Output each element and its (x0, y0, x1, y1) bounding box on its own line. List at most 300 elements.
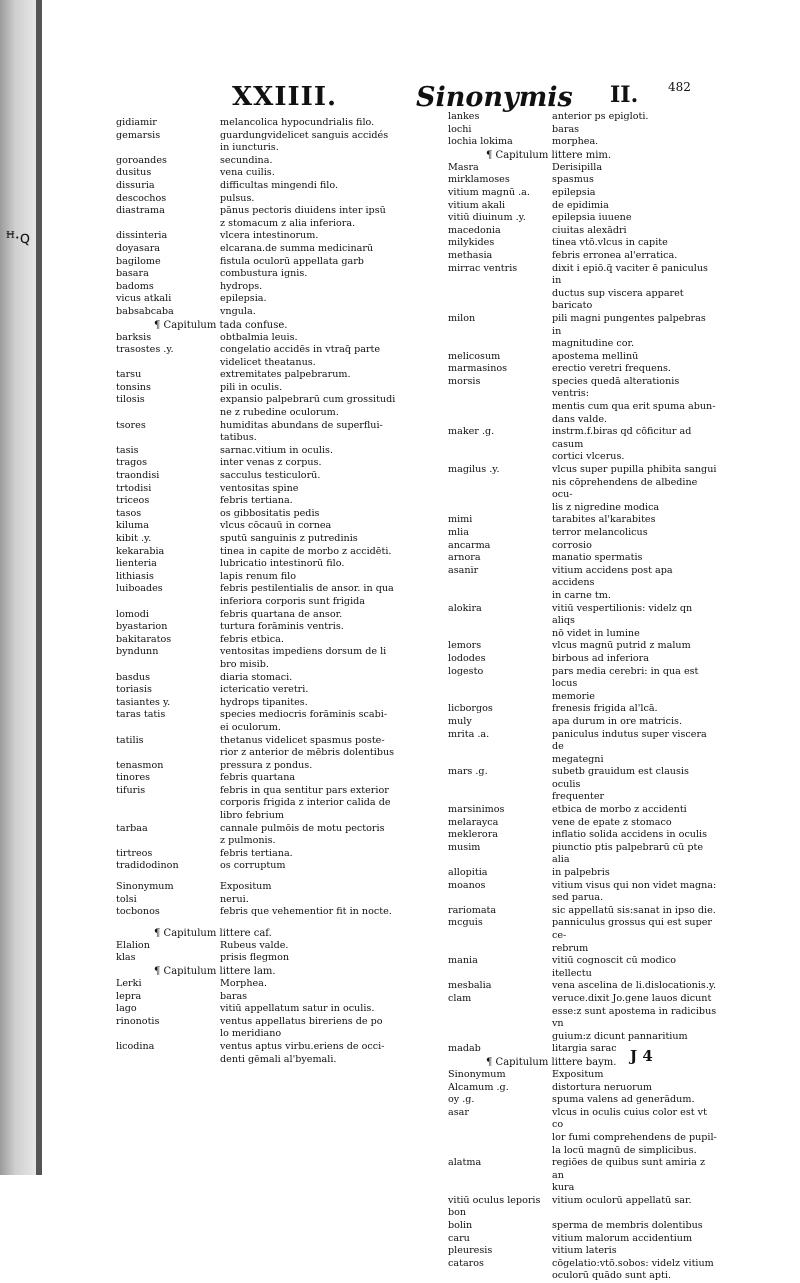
entry-definition: pars media cerebri: in qua est locus (552, 665, 699, 690)
entry-term: lomodi (116, 608, 149, 620)
entry-definition: Expositum (220, 881, 272, 893)
glossary-entry (116, 142, 406, 155)
entry-term: melarayca (448, 816, 499, 828)
entry-term: lankes (448, 111, 480, 122)
entry-term: tocbonos (116, 906, 160, 918)
entry-term (448, 590, 552, 603)
glossary-entry (448, 1195, 718, 1208)
entry-term (448, 943, 552, 956)
entry-definition: subetb grauidum est clausis oculis (552, 766, 689, 790)
glossary-entry (448, 565, 718, 590)
entry-term: oy .g. (448, 1094, 475, 1106)
glossary-entry (448, 817, 718, 830)
glossary-entry (448, 401, 718, 414)
entry-term: cataros (448, 1257, 484, 1269)
entry-term (116, 596, 220, 609)
entry-term (116, 432, 220, 445)
glossary-entry (448, 338, 718, 351)
entry-definition: morphea. (552, 136, 599, 148)
glossary-entry (116, 420, 406, 433)
glossary-entry (116, 520, 406, 533)
entry-term (448, 1145, 552, 1158)
glossary-entry (116, 760, 406, 773)
glossary-entry (448, 351, 718, 364)
entry-definition: ductus sup viscera apparet baricato (552, 287, 684, 312)
entry-term: mirrac ventris (448, 262, 518, 274)
glossary-entry (116, 583, 406, 596)
entry-term: barksis (116, 331, 152, 343)
entry-term: kiluma (116, 520, 149, 532)
entry-definition: magnitudine cor. (552, 338, 635, 350)
entry-term: traondisi (116, 470, 160, 482)
entry-definition: epilepsia iuuene (552, 212, 632, 224)
chapter-heading-text: Capitulum littere lam. (163, 966, 276, 977)
entry-term (448, 892, 552, 905)
glossary-entry (448, 250, 718, 263)
glossary-entry (116, 952, 406, 965)
glossary-entry (116, 596, 406, 609)
left-column (116, 117, 406, 1066)
entry-term: lepra (116, 990, 142, 1002)
entry-definition: fistula oculorū appellata garb (220, 255, 364, 267)
entry-term (116, 407, 220, 420)
entry-definition: rebrum (552, 942, 589, 954)
glossary-entry (448, 1245, 718, 1258)
glossary-entry (448, 905, 718, 918)
glossary-entry (116, 432, 406, 445)
entry-term: bakitaratos (116, 633, 172, 645)
entry-definition: febris pestilentialis de ansor. in qua (220, 583, 394, 595)
entry-definition: febris quartana de ansor. (220, 608, 343, 620)
entry-term: bagilome (116, 255, 161, 267)
entry-term: lemors (448, 640, 482, 652)
glossary-entry (116, 533, 406, 546)
entry-definition: ventositas impediens dorsum de li (220, 646, 387, 658)
glossary-entry (116, 940, 406, 953)
entry-definition: vitiū appellatum satur in oculis. (220, 1003, 375, 1015)
glossary-entry (116, 332, 406, 345)
entry-term (116, 357, 220, 370)
glossary-entry (116, 230, 406, 243)
entry-term: luiboades (116, 583, 163, 595)
entry-definition: hydrops tipanites. (220, 696, 308, 708)
glossary-entry (116, 1028, 406, 1041)
glossary-entry (116, 1016, 406, 1029)
chapter-heading (448, 1056, 718, 1069)
entry-definition: ictericatio veretri. (220, 684, 309, 696)
entry-term: mlia (448, 527, 469, 538)
entry-term: tradidodinon (116, 860, 179, 872)
entry-term: licborgos (448, 703, 493, 715)
entry-term: lochi (448, 123, 472, 135)
entry-definition: os corruptum (220, 860, 286, 872)
entry-term: dissuria (116, 179, 155, 191)
entry-term: melicosum (448, 350, 501, 362)
entry-term: Sinonymum (448, 1068, 506, 1080)
entry-definition: nō videt in lumine (552, 627, 640, 639)
entry-term: moanos (448, 879, 486, 891)
entry-definition: vene de epate z stomaco (552, 816, 672, 828)
glossary-entry (116, 357, 406, 370)
chapter-heading-text: Capitulum littere caf. (163, 927, 272, 939)
entry-definition: Rubeus valde. (220, 939, 289, 951)
entry-term (116, 1028, 220, 1041)
entry-definition: inflatio solida accidens in oculis (552, 829, 708, 841)
entry-term (448, 477, 552, 502)
entry-definition: etbica de morbo z accidenti (552, 804, 687, 816)
entry-term: trtodisi (116, 482, 152, 494)
entry-definition: tatibus. (220, 432, 257, 444)
entry-term: triceos (116, 495, 150, 507)
entry-definition: tinea in capite de morbo z accidēti. (220, 545, 392, 557)
entry-definition: mentis cum qua erit spuma abun- (552, 401, 716, 413)
glossary-entry (116, 218, 406, 231)
glossary-entry (116, 646, 406, 659)
entry-definition: in carne tm. (552, 589, 611, 601)
entry-term: vicus atkali (116, 293, 172, 305)
entry-definition: inferiora corporis sunt frigida (220, 595, 366, 607)
glossary-entry (448, 464, 718, 477)
entry-definition: sed parua. (552, 892, 604, 904)
entry-term (116, 797, 220, 810)
entry-term (448, 288, 552, 313)
glossary-entry (448, 477, 718, 502)
glossary-entry (116, 382, 406, 395)
entry-term (116, 218, 220, 231)
glossary-entry (448, 1132, 718, 1145)
glossary-entry (448, 313, 718, 338)
glossary-entry (448, 162, 718, 175)
glossary-entry (116, 256, 406, 269)
glossary-entry (448, 943, 718, 956)
glossary-entry (116, 672, 406, 685)
entry-definition: dixit i epiō.q̃ vaciter ē paniculus in (552, 262, 708, 287)
page-shadow (36, 0, 42, 1175)
entry-term: asar (448, 1106, 469, 1118)
entry-term: tolsi (116, 893, 137, 905)
chapter-heading-text: Capitulum littere baym. (495, 1056, 617, 1068)
entry-definition: birbous ad inferiora (552, 652, 649, 664)
glossary-entry (116, 407, 406, 420)
entry-definition: veruce.dixit Jo.gene lauos dicunt (552, 992, 712, 1004)
glossary-entry (448, 880, 718, 893)
entry-term: vitium magnū .a. (448, 186, 530, 198)
running-head-title: Sinonymis (416, 82, 573, 113)
entry-term (448, 338, 552, 351)
entry-definition: erectio veretri frequens. (552, 363, 671, 375)
entry-term: tifuris (116, 784, 146, 796)
entry-term: goroandes (116, 154, 167, 166)
glossary-entry (448, 1006, 718, 1031)
glossary-entry (116, 306, 406, 319)
glossary-entry (448, 729, 718, 754)
glossary-entry (116, 894, 406, 907)
entry-definition: videlicet theatanus. (220, 356, 316, 368)
entry-definition: os gibbositatis pedis (220, 507, 320, 519)
glossary-entry (448, 1270, 718, 1283)
entry-definition: elcarana.de summa medicinarū (220, 242, 374, 254)
entry-definition: tinea vtō.vlcus in capite (552, 237, 668, 249)
entry-definition: vitium oculorū appellatū sar. (552, 1194, 692, 1206)
glossary-entry (448, 1094, 718, 1107)
entry-term: milon (448, 312, 476, 324)
entry-definition: z pulmonis. (220, 835, 276, 847)
entry-term: tonsins (116, 381, 151, 393)
entry-term: asanir (448, 564, 479, 576)
entry-definition: de epidimia (552, 199, 609, 211)
glossary-entry (448, 791, 718, 804)
entry-term (448, 414, 552, 427)
entry-definition: pili magni pungentes palpebras in (552, 312, 706, 337)
glossary-entry (448, 590, 718, 603)
glossary-entry (116, 445, 406, 458)
entry-term: babsabcaba (116, 305, 174, 317)
entry-definition: instrm.f.biras qd cōficitur ad casum (552, 426, 692, 450)
entry-definition: melancolica hypocundrialis filo. (220, 117, 375, 128)
entry-definition: sputū sanguinis z putredinis (220, 533, 358, 544)
entry-term (448, 691, 552, 704)
entry-definition: rior z anterior de mēbris dolentibus (220, 747, 395, 759)
entry-term: tinores (116, 772, 151, 784)
entry-term: madab (448, 1043, 481, 1055)
entry-term: tarbaa (116, 822, 148, 834)
entry-term: logesto (448, 665, 484, 677)
entry-term: bon (448, 1207, 467, 1219)
glossary-entry (116, 722, 406, 735)
glossary-entry (448, 502, 718, 515)
glossary-entry (116, 495, 406, 508)
glossary-entry (448, 111, 718, 124)
glossary-entry (116, 772, 406, 785)
entry-definition: panniculus grossus qui est super ce- (552, 917, 713, 941)
glossary-entry (448, 187, 718, 200)
entry-definition: species mediocris forāminis scabi- (220, 709, 388, 721)
glossary-entry (448, 288, 718, 313)
glossary-entry (116, 281, 406, 294)
entry-term (116, 873, 220, 881)
entry-definition: anterior ps epigloti. (552, 111, 649, 122)
glossary-entry (116, 860, 406, 873)
entry-term (116, 722, 220, 735)
entry-definition: species quedā alterationis ventris: (552, 375, 680, 400)
entry-definition: difficultas mingendi filo. (220, 179, 338, 191)
glossary-entry (448, 1082, 718, 1095)
entry-definition: piunctio ptis palpebrarū cū pte alia (552, 841, 704, 866)
entry-definition: ventositas spine (220, 482, 299, 494)
pilcrow-icon: ¶ (154, 927, 164, 939)
entry-definition: turtura forāminis ventris. (220, 621, 344, 633)
entry-definition: libro febrium (220, 810, 284, 822)
entry-term: macedonia (448, 224, 501, 236)
signature-mark: J 4 (630, 1047, 653, 1065)
entry-term (448, 1006, 552, 1031)
entry-term: mirklamoses (448, 174, 510, 186)
glossary-entry (448, 716, 718, 729)
entry-definition: cortici vlcerus. (552, 451, 625, 463)
glossary-entry (448, 225, 718, 238)
glossary-entry (116, 180, 406, 193)
entry-definition: cōgelatio:vtō.sobos: videlz vitium (552, 1257, 714, 1269)
running-head-right: II. (610, 82, 639, 108)
entry-definition: epilepsia. (220, 293, 267, 305)
entry-term: maker .g. (448, 426, 495, 438)
glossary-entry (448, 666, 718, 691)
glossary-entry (116, 810, 406, 823)
entry-term: vitium akali (448, 199, 506, 211)
glossary-entry (448, 703, 718, 716)
entry-definition: corporis frigida z interior calida de (220, 797, 391, 809)
glossary-entry (116, 571, 406, 584)
entry-term: alokira (448, 602, 482, 614)
glossary-entry (116, 193, 406, 206)
glossary-entry (448, 867, 718, 880)
entry-term: byastarion (116, 621, 168, 633)
chapter-heading-text: Capitulum littere mim. (495, 149, 612, 161)
glossary-entry (116, 747, 406, 760)
glossary-entry (448, 1233, 718, 1246)
entry-term (116, 835, 220, 848)
entry-definition: la locū magnū de simplicibus. (552, 1144, 697, 1156)
glossary-entry (448, 527, 718, 540)
entry-term: tasos (116, 507, 142, 519)
entry-term: descochos (116, 192, 167, 204)
glossary-entry (448, 514, 718, 527)
glossary-entry (116, 508, 406, 521)
entry-definition: regiōes de quibus sunt amiria z an (552, 1157, 705, 1181)
chapter-heading (448, 149, 718, 162)
entry-term (116, 142, 220, 155)
entry-term: tasiantes y. (116, 696, 171, 708)
glossary-entry (448, 540, 718, 553)
entry-term: magilus .y. (448, 464, 500, 476)
entry-definition: nerui. (220, 893, 249, 905)
glossary-entry (116, 1003, 406, 1016)
glossary-entry (116, 881, 406, 894)
entry-definition: febris que vehementior fit in nocte. (220, 906, 392, 918)
glossary-entry (116, 991, 406, 1004)
entry-definition: memorie (552, 690, 595, 702)
entry-term: allopitia (448, 867, 488, 879)
entry-definition: hydrops. (220, 280, 263, 292)
entry-definition: frenesis frigida al'lcā. (552, 703, 658, 715)
glossary-entry (448, 754, 718, 767)
glossary-entry (116, 659, 406, 672)
entry-term: ancarma (448, 539, 491, 551)
entry-definition: vlcera intestinorum. (220, 230, 319, 242)
entry-term: bolin (448, 1220, 473, 1232)
entry-term: Masra (448, 161, 479, 173)
entry-term: diastrama (116, 205, 165, 217)
entry-definition: denti gēmali al'byemali. (220, 1053, 337, 1065)
glossary-entry (448, 1258, 718, 1271)
glossary-entry (116, 243, 406, 256)
entry-term: licodina (116, 1040, 155, 1052)
entry-definition: inter venas z corpus. (220, 457, 322, 469)
entry-term: tenasmon (116, 759, 164, 771)
entry-definition: combustura ignis. (220, 268, 308, 280)
entry-definition (220, 873, 406, 881)
entry-term: arnora (448, 552, 481, 564)
entry-definition: diaria stomaci. (220, 671, 293, 683)
entry-term: marsinimos (448, 804, 505, 816)
entry-term: tasis (116, 444, 139, 456)
entry-definition: vitiū vespertilionis: videlz qn aliqs (552, 602, 693, 627)
glossary-entry (116, 684, 406, 697)
entry-term: mesbalia (448, 980, 492, 992)
glossary-entry (116, 268, 406, 281)
entry-term: Sinonymum (116, 881, 174, 893)
chapter-heading (116, 319, 406, 332)
entry-definition: Derisipilla (552, 161, 603, 173)
entry-term: alatma (448, 1157, 482, 1169)
entry-term: pleuresis (448, 1245, 493, 1257)
entry-term: Lerki (116, 978, 142, 989)
glossary-entry (448, 212, 718, 225)
entry-term (116, 919, 220, 927)
entry-term (448, 451, 552, 464)
chapter-heading (116, 965, 406, 978)
entry-definition: pānus pectoris diuidens inter ipsū (220, 205, 386, 217)
entry-term: tsores (116, 419, 146, 431)
entry-definition: vlcus super pupilla phibita sangui (552, 464, 717, 476)
scan-edge (0, 0, 38, 1175)
entry-term (116, 659, 220, 672)
entry-term: trasostes .y. (116, 344, 174, 356)
entry-term: toriasis (116, 684, 152, 696)
entry-definition (552, 1207, 718, 1220)
glossary-entry (448, 136, 718, 149)
entry-definition: vitiū cognoscit cū modico itellectu (552, 955, 676, 979)
glossary-entry (116, 483, 406, 496)
glossary-entry (448, 980, 718, 993)
chapter-heading-text: Capitulum tada confuse. (163, 319, 288, 331)
entry-definition: in palpebris (552, 867, 610, 879)
entry-definition: vitium visus qui non videt magna: (552, 879, 717, 891)
entry-term: rinonotis (116, 1015, 160, 1027)
glossary-entry (116, 155, 406, 168)
glossary-entry (448, 263, 718, 288)
entry-definition: Expositum (552, 1068, 604, 1080)
entry-term: mars .g. (448, 766, 488, 778)
glossary-entry (116, 293, 406, 306)
entry-definition: in iuncturis. (220, 142, 279, 154)
entry-term: vitiū diuinum .y. (448, 212, 526, 224)
glossary-entry (116, 1041, 406, 1054)
entry-term: tragos (116, 457, 148, 469)
entry-definition: epilepsia (552, 186, 596, 198)
glossary-entry (448, 628, 718, 641)
glossary-entry (116, 167, 406, 180)
glossary-entry (448, 842, 718, 867)
entry-term (448, 1132, 552, 1145)
glossary-entry (116, 558, 406, 571)
entry-term: methasia (448, 249, 493, 261)
glossary-entry (448, 1043, 718, 1056)
entry-definition: thetanus videlicet spasmus poste- (220, 734, 385, 746)
glossary-entry (448, 917, 718, 942)
entry-term (448, 1182, 552, 1195)
entry-term: clam (448, 992, 472, 1004)
glossary-entry (116, 205, 406, 218)
entry-term: lododes (448, 652, 486, 664)
entry-definition: apa durum in ore matricis. (552, 715, 682, 727)
entry-definition: baras (552, 123, 580, 135)
entry-term (448, 754, 552, 767)
glossary-entry (448, 1107, 718, 1132)
entry-term: lienteria (116, 558, 157, 570)
glossary-entry (116, 457, 406, 470)
glossary-entry (116, 835, 406, 848)
